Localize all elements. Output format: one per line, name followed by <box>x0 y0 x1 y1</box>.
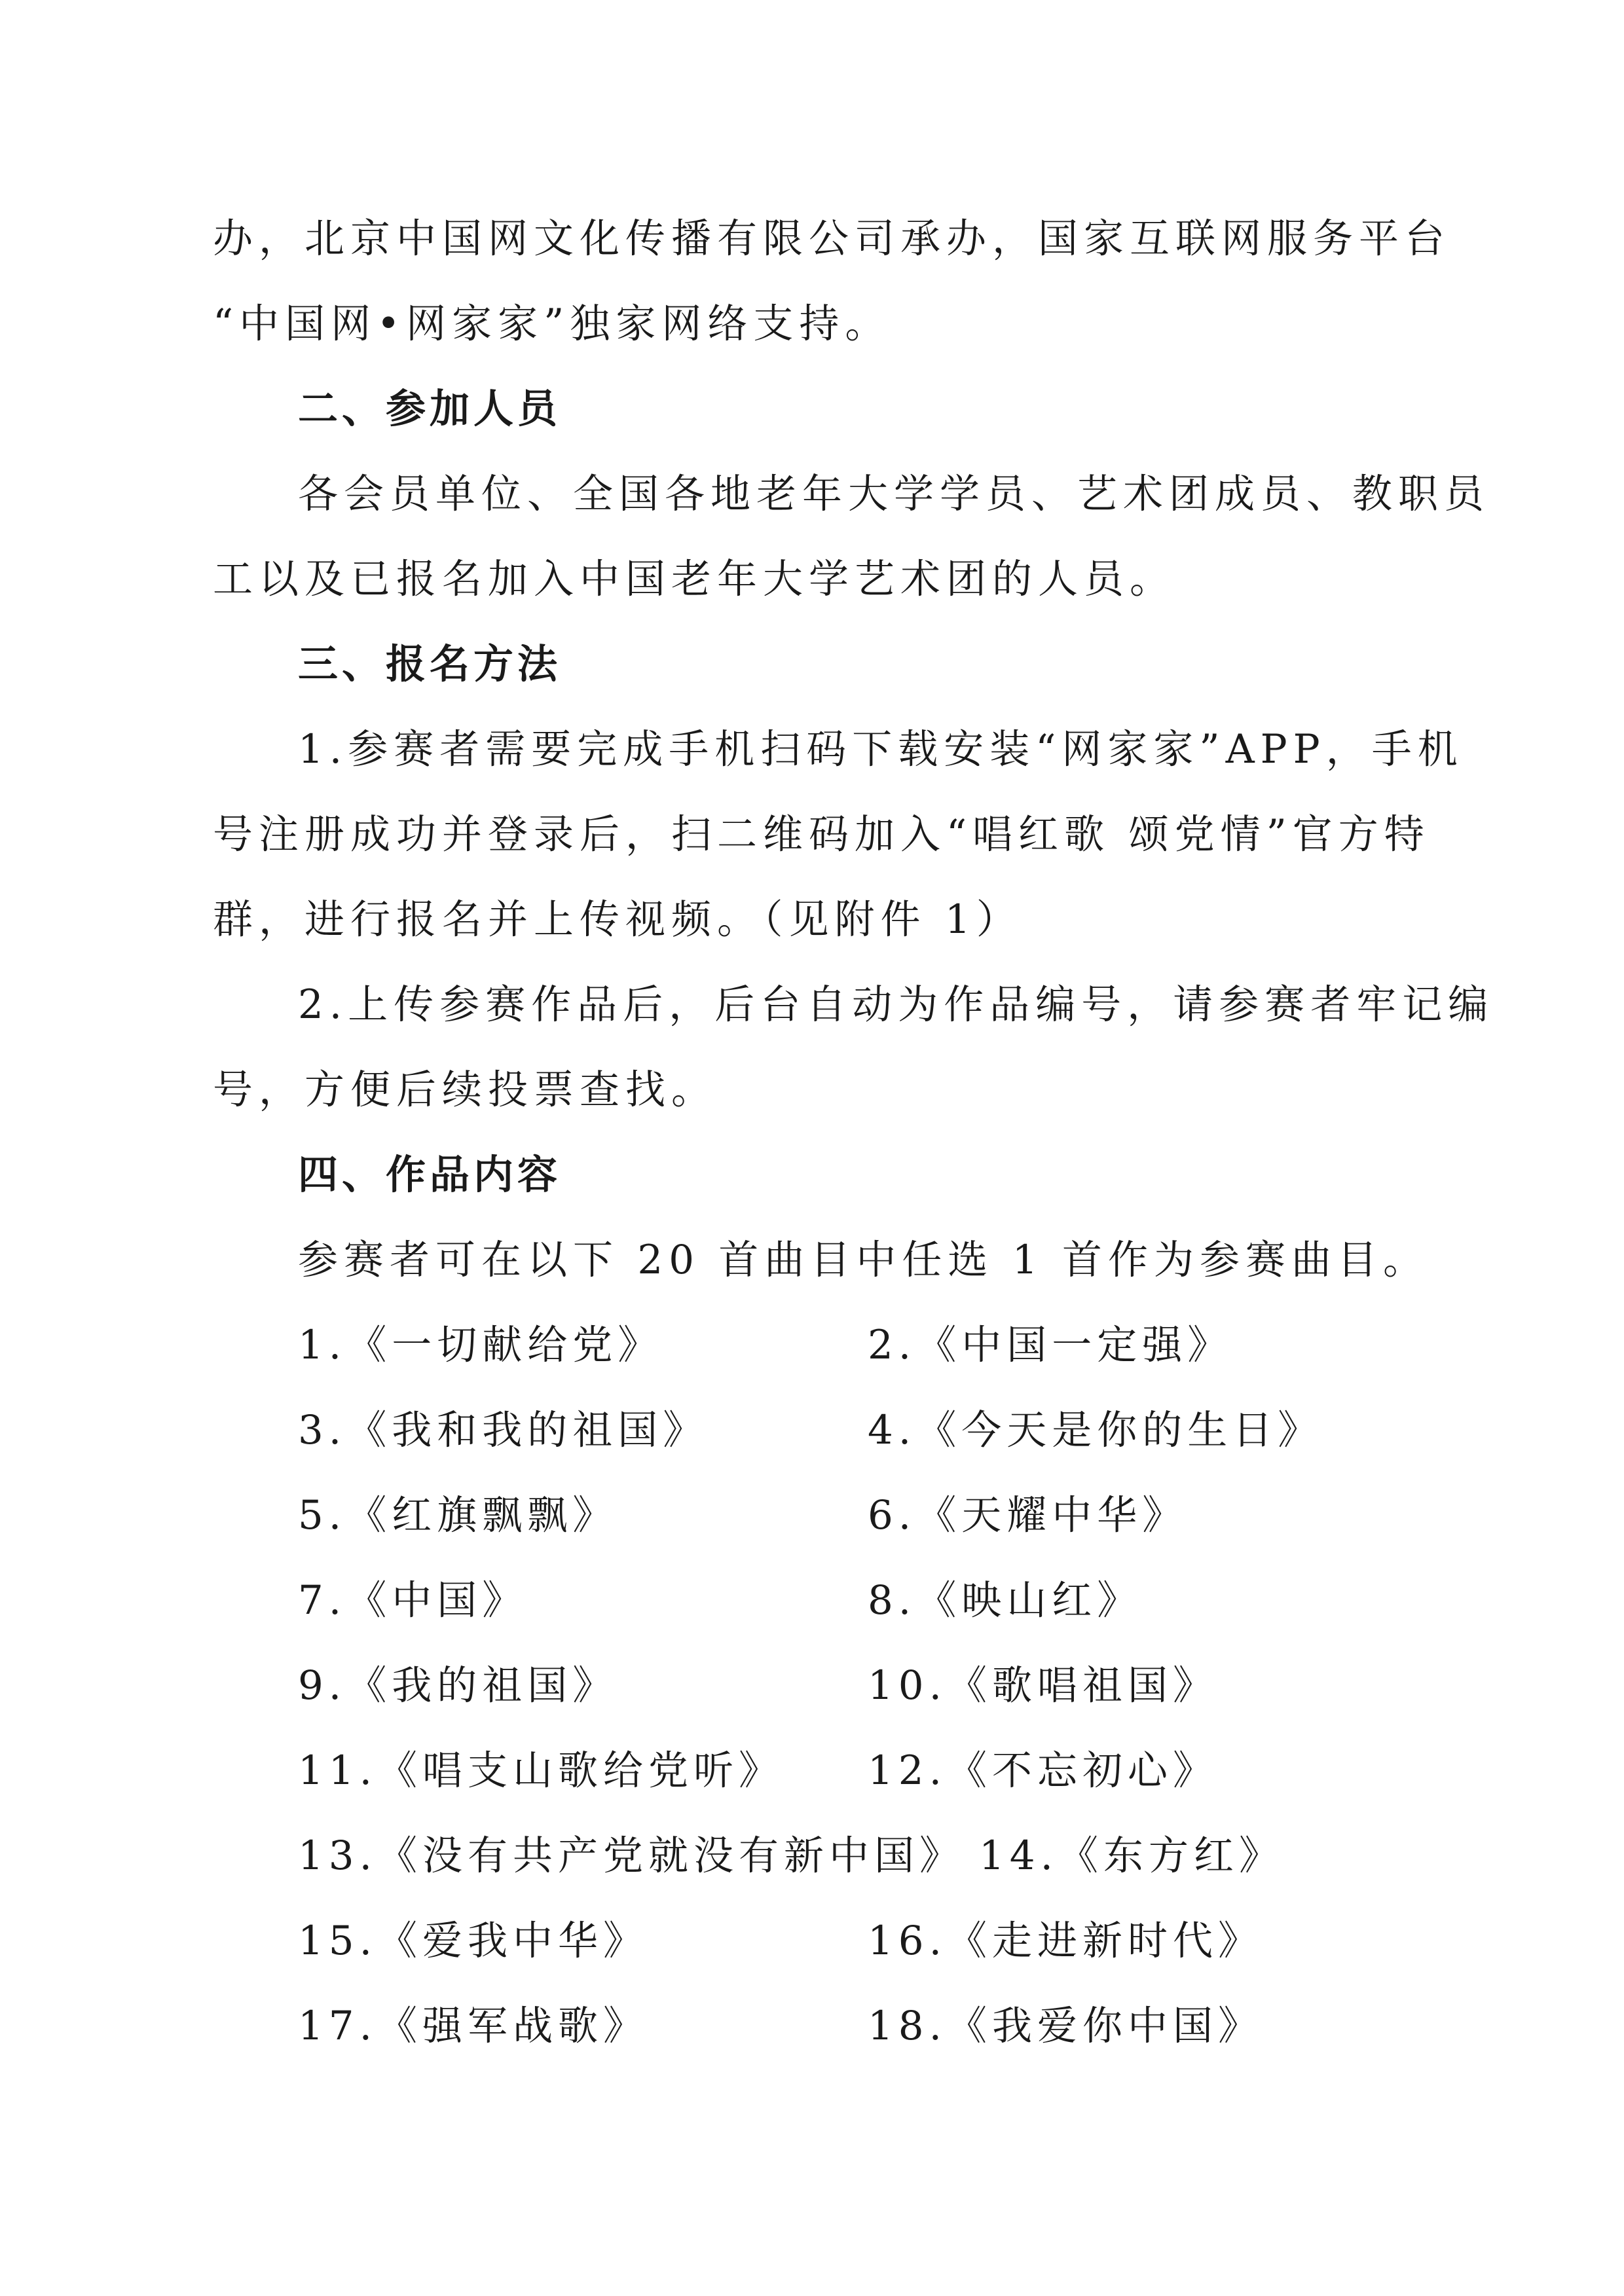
song-list-item: 17.《强军战歌》 <box>298 2003 649 2049</box>
song-list-item: 6.《天耀中华》 <box>868 1492 1188 1539</box>
song-list-item: 1.《一切献给党》 <box>298 1322 663 1368</box>
section-3-p2-line-1: 2.上传参赛作品后，后台自动为作品编号，请参赛者牢记编 <box>298 981 1494 1028</box>
song-list-item: 16.《走进新时代》 <box>868 1918 1264 1964</box>
intro-line-2: “中国网•网家家”独家网络支持。 <box>213 301 891 347</box>
song-list-item: 15.《爱我中华》 <box>298 1918 649 1964</box>
song-list-item: 13.《没有共产党就没有新中国》 <box>298 1832 965 1879</box>
section-2-heading: 二、参加人员 <box>298 386 562 432</box>
section-3-heading: 三、报名方法 <box>298 641 562 687</box>
song-list-item: 4.《今天是你的生日》 <box>868 1407 1323 1453</box>
section-4-intro: 参赛者可在以下 20 首曲目中任选 1 首作为参赛曲目。 <box>298 1237 1429 1283</box>
section-3-p1-line-2: 号注册成功并登录后，扫二维码加入“唱红歌 颂党情”官方特 <box>213 811 1430 858</box>
section-2-line-2: 工以及已报名加入中国老年大学艺术团的人员。 <box>213 556 1176 602</box>
section-3-p2-line-2: 号，方便后续投票查找。 <box>213 1066 718 1113</box>
section-3-p1-line-3: 群，进行报名并上传视频。（见附件 1） <box>213 896 1022 943</box>
intro-line-1: 办，北京中国网文化传播有限公司承办，国家互联网服务平台 <box>213 215 1451 262</box>
section-3-p1-line-1: 1.参赛者需要完成手机扫码下载安装“网家家”APP，手机 <box>298 726 1464 773</box>
song-list-item: 14.《东方红》 <box>979 1832 1285 1879</box>
song-list-item: 10.《歌唱祖国》 <box>868 1662 1219 1709</box>
song-list-item: 3.《我和我的祖国》 <box>298 1407 709 1453</box>
song-list-item: 5.《红旗飘飘》 <box>298 1492 618 1539</box>
song-list-item: 12.《不忘初心》 <box>868 1747 1219 1794</box>
song-list-item: 18.《我爱你中国》 <box>868 2003 1264 2049</box>
section-4-heading: 四、作品内容 <box>298 1152 562 1198</box>
section-2-line-1: 各会员单位、全国各地老年大学学员、艺术团成员、教职员 <box>298 471 1490 517</box>
song-list-item: 2.《中国一定强》 <box>868 1322 1233 1368</box>
song-list-item: 9.《我的祖国》 <box>298 1662 618 1709</box>
song-list-item: 8.《映山红》 <box>868 1577 1143 1624</box>
song-list-item: 7.《中国》 <box>298 1577 528 1624</box>
song-list-item: 11.《唱支山歌给党听》 <box>298 1747 784 1794</box>
